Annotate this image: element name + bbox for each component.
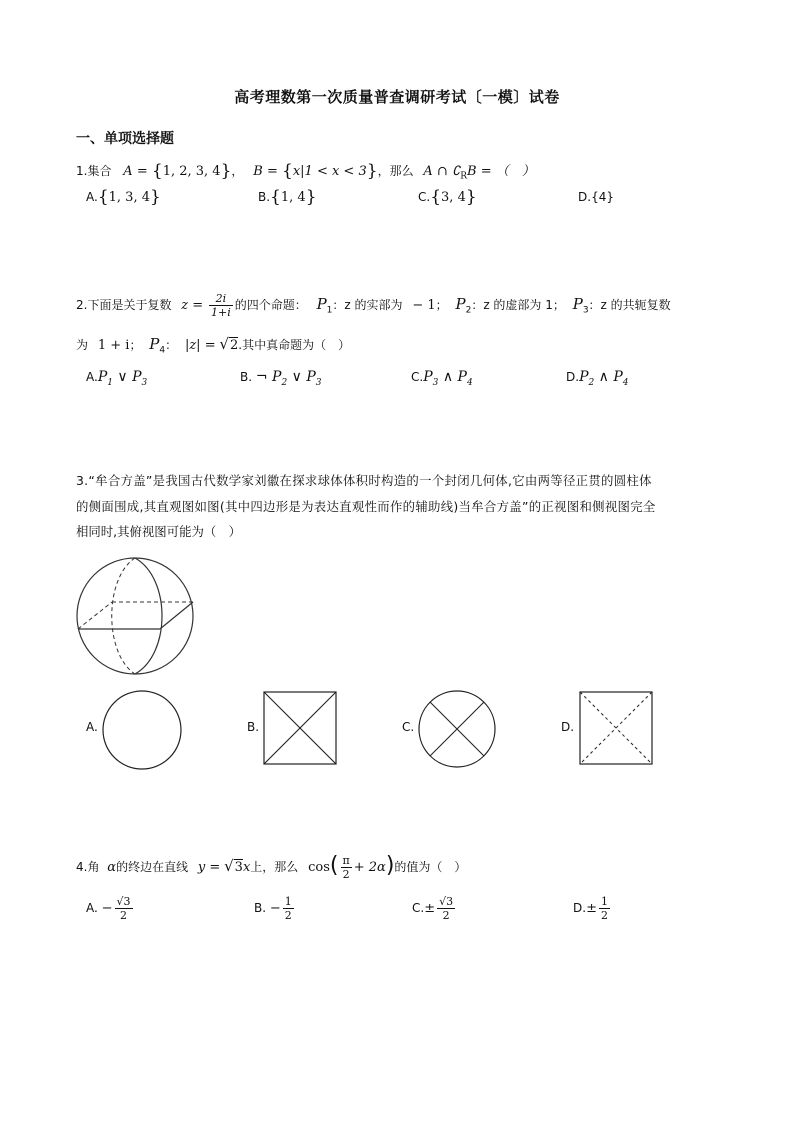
- q2-option-d[interactable]: [566, 369, 629, 388]
- option-sign: ±: [424, 901, 436, 916]
- q2-p1: P: [316, 295, 327, 313]
- figure-right-edge: [160, 602, 193, 629]
- q2-p2-text: ：z 的虚部为 1；: [471, 298, 565, 312]
- q4-frac-num: π: [342, 854, 350, 867]
- q2-p4-colon: ：: [165, 338, 178, 352]
- option-value: 1, 3, 4: [108, 190, 150, 205]
- circle-shape: [103, 691, 181, 769]
- option-numerator: √3: [439, 895, 454, 908]
- option-label: C.: [412, 901, 425, 915]
- option-right: P: [613, 369, 623, 385]
- option-denominator: 2: [120, 909, 128, 922]
- option-right-sub: 4: [466, 377, 473, 388]
- q2-option-b[interactable]: [240, 369, 322, 388]
- q2-p1-val: − 1: [412, 298, 436, 313]
- q1-then: ，那么: [377, 164, 414, 178]
- q4-option-c[interactable]: [412, 891, 457, 926]
- q1-set-b-body: x|1 < x < 3: [292, 164, 367, 179]
- q4-then: 上，那么: [250, 860, 299, 874]
- option-operator: ∧: [442, 369, 454, 385]
- option-label: D.: [578, 190, 592, 204]
- q1-expr-sub: R: [460, 171, 468, 182]
- q2-fraction: [209, 293, 233, 318]
- option-label: D.: [566, 370, 580, 384]
- question-3-line3: 相同时,其俯视图可能为（ ）: [76, 524, 242, 539]
- q2-option-c[interactable]: [411, 369, 473, 388]
- option-left-sub: 2: [588, 377, 595, 388]
- q2-p3-sub: 3: [582, 305, 589, 316]
- q3-option-b-label[interactable]: B.: [247, 720, 260, 734]
- q3-option-a-circle[interactable]: [101, 689, 183, 771]
- q2-p2: P: [455, 295, 466, 313]
- option-denominator: 2: [284, 909, 292, 922]
- q2-line2-prefix: 为: [76, 338, 89, 352]
- q3-option-b-square-cross[interactable]: [263, 691, 337, 765]
- question-2-stem-line1: [76, 290, 671, 324]
- question-3-line2: 的侧面围成,其直观图如图(其中四边形是为表达直观性而作的辅助线)当牟合方盖”的正视图和侧视图完全: [76, 499, 656, 514]
- option-left: P: [579, 369, 589, 385]
- q1-set-a-body: 1, 2, 3, 4: [162, 164, 221, 179]
- q4-option-b[interactable]: [254, 891, 296, 926]
- q4-fraction: [341, 855, 352, 880]
- q1-sep: ，: [231, 164, 244, 178]
- q2-p4-sub: 4: [159, 345, 166, 356]
- option-sign: −: [101, 901, 113, 916]
- q2-abs-z: |z| =: [184, 338, 216, 353]
- q2-line2-val: 1 + i: [97, 338, 130, 353]
- figure-vertical-ellipse: [135, 558, 162, 674]
- option-label: C.: [411, 370, 424, 384]
- option-label: A.: [86, 370, 98, 384]
- option-numerator: √3: [116, 895, 131, 908]
- option-operator: ∧: [598, 369, 609, 385]
- q3-option-d-label[interactable]: D.: [561, 720, 575, 734]
- q2-p1-sub: 1: [326, 305, 333, 316]
- q2-mid1: 的四个命题：: [234, 298, 307, 312]
- q1-set-a-var: A: [123, 164, 133, 179]
- q4-option-d[interactable]: [573, 891, 612, 926]
- q1-set-b-eq: =: [266, 164, 278, 179]
- q1-option-d[interactable]: [578, 190, 614, 204]
- question-3-line1: 3.“牟合方盖”是我国古代数学家刘徽在探求球体体积时构造的一个封闭几何体,它由两等径正贯的圆柱体: [76, 473, 652, 488]
- option-denominator: 2: [442, 909, 450, 922]
- option-value: 1, 4: [280, 190, 306, 205]
- option-label: B.: [254, 901, 267, 915]
- option-numerator: 1: [284, 895, 292, 908]
- q3-option-c-label[interactable]: C.: [402, 720, 415, 734]
- q3-option-a-label[interactable]: A.: [86, 720, 98, 734]
- q4-mid: 的终边在直线: [116, 860, 189, 874]
- option-left: P: [97, 369, 108, 385]
- option-left-sub: 1: [107, 377, 113, 388]
- option-label: D.: [573, 901, 587, 915]
- q2-semi2: ；: [129, 338, 142, 352]
- option-value: 3, 4: [441, 190, 466, 205]
- q1-set-b-var: B: [253, 164, 263, 179]
- option-right: P: [457, 369, 467, 385]
- q1-prefix: 1.集合: [76, 164, 112, 178]
- q2-frac-den: 1+i: [210, 306, 231, 319]
- option-numerator: 1: [600, 895, 608, 908]
- q2-sqrt-val: 2: [229, 338, 239, 353]
- q2-p3: P: [572, 295, 583, 313]
- option-value: {4}: [591, 190, 614, 204]
- page-title: 高考理数第一次质量普查调研考试〔一模〕试卷: [234, 88, 560, 106]
- q2-p4: P: [149, 335, 160, 353]
- q4-alpha: α: [107, 860, 117, 875]
- q4-tail: 的值为（ ）: [394, 860, 467, 874]
- option-left: ¬ P: [255, 369, 282, 385]
- q4-plus: + 2α: [353, 860, 386, 875]
- option-operator: ∨: [117, 369, 128, 385]
- q4-line-eq: y =: [197, 860, 221, 875]
- option-sign: ±: [586, 901, 597, 916]
- question-2-stem-line2: [76, 335, 350, 355]
- question-4-stem: 4.角 α的终边在直线 y = √3x上，那么 cos( $\frac{\pi}{2}$ + 2α)的值为（ ）: [76, 853, 467, 881]
- option-label: C.: [418, 190, 431, 204]
- option-denominator: 2: [600, 909, 608, 922]
- option-right: P: [306, 369, 316, 385]
- figure-hidden-ellipse: [112, 558, 135, 674]
- q1-option-a[interactable]: A.{1, 3, 4}: [86, 187, 161, 207]
- q4-option-a[interactable]: [86, 891, 135, 926]
- q2-p1-text: ：z 的实部为: [332, 298, 403, 312]
- option-operator: ∨: [291, 369, 302, 385]
- question-1-stem: 1.集合 A = {1, 2, 3, 4}， B = {x|1 < x < 3}，那么 A ∩ $∁_RB$ = （ ）: [76, 161, 535, 182]
- q1-expr: A ∩ ∁: [423, 164, 461, 179]
- q2-semi1: ；: [435, 298, 448, 312]
- q1-expr-end: B = （ ）: [467, 164, 535, 179]
- option-left: P: [423, 369, 433, 385]
- q2-option-a[interactable]: [86, 369, 147, 388]
- q2-sqrt-sym: √: [219, 335, 229, 353]
- section-heading: 一、单项选择题: [76, 131, 174, 147]
- q1-option-c[interactable]: C.{3, 4}: [418, 187, 477, 207]
- q2-prefix: 2.下面是关于复数: [76, 298, 172, 312]
- figure-left-edge: [78, 602, 112, 629]
- option-right-sub: 3: [315, 377, 322, 388]
- option-left-sub: 3: [432, 377, 439, 388]
- q4-prefix: 4.角: [76, 860, 100, 874]
- q2-p2-sub: 2: [465, 305, 472, 316]
- q1-option-b[interactable]: B.{1, 4}: [258, 187, 317, 207]
- q4-frac-den: 2: [342, 868, 350, 881]
- q2-z-eq: z =: [181, 298, 204, 313]
- option-label: B.: [258, 190, 271, 204]
- option-right-sub: 3: [141, 377, 148, 388]
- q2-tail: .其中真命题为（ ）: [238, 338, 351, 352]
- q4-cos: cos: [308, 860, 330, 875]
- option-right: P: [132, 369, 142, 385]
- q4-sqrt-sym: √: [224, 857, 234, 875]
- option-sign: −: [269, 901, 281, 916]
- q3-option-c-circle-cross[interactable]: [417, 689, 497, 769]
- option-label: A.: [86, 190, 98, 204]
- q4-line-x: x: [242, 860, 251, 875]
- q2-frac-num: 2i: [209, 293, 233, 306]
- option-label: A.: [86, 901, 98, 915]
- mouhe-fanggai-figure: [76, 550, 201, 680]
- option-right-sub: 4: [622, 377, 629, 388]
- option-label: B.: [240, 370, 253, 384]
- q4-sqrt-val: 3: [234, 860, 243, 875]
- q2-p3-text: ：z 的共轭复数: [588, 298, 671, 312]
- q1-set-a-eq: =: [136, 164, 148, 179]
- q3-option-d-square-dashed-cross[interactable]: [579, 691, 653, 765]
- option-left-sub: 2: [281, 377, 288, 388]
